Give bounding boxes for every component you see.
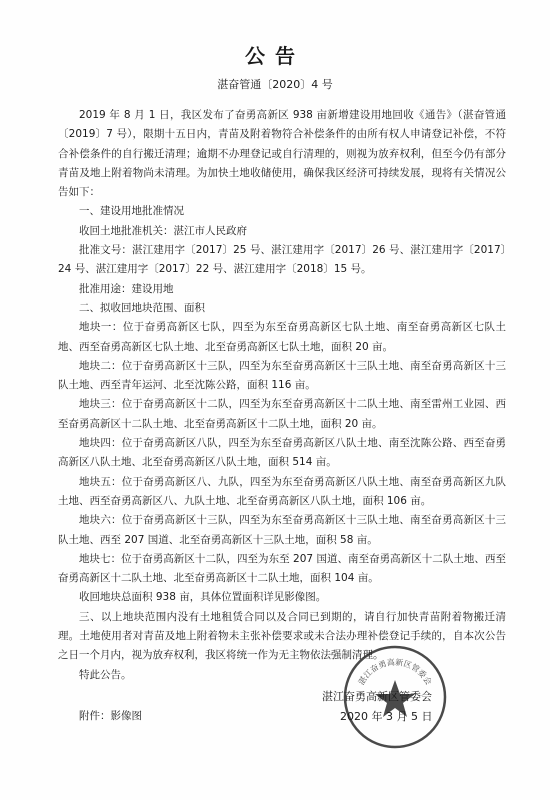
svg-text:湛江奋勇高新区管委会: 湛江奋勇高新区管委会	[356, 657, 434, 687]
section-heading-parcels: 二、拟收回地块范围、面积	[79, 301, 205, 314]
closing-line: 特此公告。	[79, 668, 132, 681]
issuing-authority: 湛江奋勇高新区管委会	[322, 690, 432, 703]
parcel-6: 地块六：位于奋勇高新区十三队，四至为东至奋勇高新区十三队土地、南至奋勇高新区十三队土地、西至 207 国道、北至奋勇高新区十三队土地，面积 58 亩。	[58, 514, 506, 546]
total-area: 收回地块总面积 938 亩，具体位置面积详见影像图。	[79, 591, 327, 604]
notice-title: 公告	[245, 44, 305, 68]
approval-numbers: 批准文号：湛江建用字〔2017〕25 号、湛江建用字〔2017〕26 号、湛江建用字〔2017〕24 号、湛江建用字〔2017〕22 号、湛江建用字〔2018〕15 号。	[58, 244, 506, 276]
document-number: 湛奋管通〔2020〕4 号	[217, 78, 333, 91]
parcel-2: 地块二：位于奋勇高新区十三队，四至为东至奋勇高新区十三队土地、南至奋勇高新区十三队土地、西至青年运河、北至沈陈公路，面积 116 亩。	[58, 359, 506, 392]
approval-purpose: 批准用途：建设用地	[79, 282, 174, 295]
parcel-1: 地块一：位于奋勇高新区七队，四至为东至奋勇高新区七队土地、南至奋勇高新区七队土地、西至奋勇高新区七队土地、北至奋勇高新区七队土地，面积 20 亩。	[58, 321, 506, 353]
parcel-7: 地块七：位于奋勇高新区十二队，四至为东至 207 国道、南至奋勇高新区十二队土地、西至奋勇高新区十二队土地、北至奋勇高新区十二队土地，面积 104 亩。	[58, 552, 506, 585]
notice-body	[58, 106, 506, 726]
issue-date: 2020 年 3 月 5 日	[340, 710, 433, 723]
section-3-clearance: 三、以上地块范围内没有土地租赁合同以及合同已到期的，请自行加快青苗附着物搬迁清理。土地使用者对青苗及地上附着物未主张补偿要求或未合法办理补偿登记手续的，自本次公告之日一个月内，视为放弃权利，我区将统一作为无主物依法强制清理。	[58, 610, 506, 662]
parcel-5: 地块五：位于奋勇高新区八、九队，四至为东至奋勇高新区八队土地、南至奋勇高新区九队土地、西至奋勇高新区八、九队土地、北至奋勇高新区八队土地，面积 106 亩。	[58, 475, 506, 507]
intro-paragraph: 2019 年 8 月 1 日，我区发布了奋勇高新区 938 亩新增建设用地回收《通告》（湛奋管通〔2019〕7 号），限期十五日内，青苗及附着物符合补偿条件的由所有权人申请登记补偿，不符合补偿条件的自行搬迁清理；逾期不办理登记或自行清理的，则视为放弃权利，但至今仍有部分青苗及地上附着物尚未清理。为加快土地收储使用，确保我区经济可持续发展，现将有关情况公告如下：	[58, 109, 506, 199]
section-heading-approval: 一、建设用地批准情况	[79, 205, 184, 218]
approval-authority: 收回土地批准机关：湛江市人民政府	[79, 224, 247, 237]
parcel-3: 地块三：位于奋勇高新区十二队，四至为东至奋勇高新区十二队土地、南至雷州工业园、西至奋勇高新区十二队土地、北至奋勇高新区十二队土地，面积 20 亩。	[58, 398, 506, 430]
attachment-line: 附件：影像图	[79, 709, 142, 722]
parcel-4: 地块四：位于奋勇高新区八队，四至为东至奋勇高新区八队土地、南至沈陈公路、西至奋勇高新区八队土地、北至奋勇高新区八队土地，面积 514 亩。	[58, 437, 506, 469]
